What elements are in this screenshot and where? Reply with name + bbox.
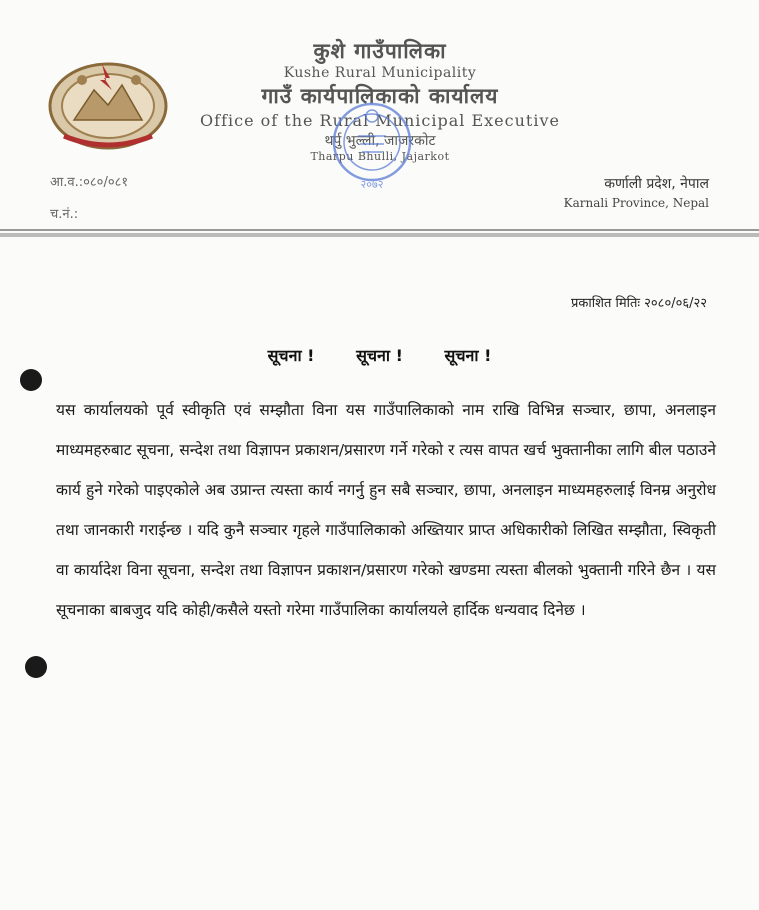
notice-body: यस कार्यालयको पूर्व स्वीकृति एवं सम्झौता विना यस गाउँपालिकाको नाम राखि विभिन्न सञ्चार, छापा, अनलाइन माध्यमहरुबाट सूचना, सन्देश तथा विज्ञापन प्रकाशन/प्रसारण गर्ने गरेको र त्यस वापत खर्च भुक्तानीका लागि बील पठाउने कार्य हुने गरेको पाइएकोले अब उप्रान्त त्यस्ता कार्य नगर्नु हुन सबै सञ्चार, छापा, अनलाइन माध्यमहरुलाई विनम्र अनुरोध तथा जानकारी गराईन्छ । यदि कुनै सञ्चार गृहले गाउँपालिकाको अख्तियार प्राप्त अधिकारीको लिखित सम्झौता, स्विकृती वा कार्यादेश विना सूचना, सन्देश तथा विज्ञापन प्रकाशन/प्रसारण गरेको खण्डमा त्यस्ता बीलको भुक्तानी गरिने छैन । यस सूचनाका बाबजुद यदि कोही/कसैले यस्तो गरेमा गाउँपालिका कार्यालयले हार्दिक धन्यवाद दिनेछ । [56,401,716,619]
province-block [564,174,709,212]
stamp-year: २०७२ [360,178,384,191]
office-name-np: गाउँ कार्यपालिकाको कार्यालय [261,84,499,108]
notice-headings [0,344,759,366]
municipality-name-en: Kushe Rural Municipality [283,65,477,81]
header-divider-thick [0,233,759,237]
office-name-en: Office of the Rural Municipal Executive [200,111,560,130]
nepal-emblem-icon [44,50,172,154]
official-stamp-icon [322,92,422,192]
province-en: Karnali Province, Nepal [563,196,709,210]
address-np: थर्पु भुल्ली, जाजरकोट [324,133,436,149]
reference-number: च.नं.: [50,207,79,222]
province-np: कर्णाली प्रदेश, नेपाल [604,176,709,192]
notice-heading: सूचना ! [356,346,403,365]
notice-heading: सूचना ! [444,346,492,365]
notice-heading: सूचना ! [267,346,315,365]
municipality-name-np: कुशे गाउँपालिका [313,39,447,63]
fiscal-year: आ.व.:०८०/०८१ [50,175,129,190]
published-date: प्रकाशित मितिः २०८०/०६/२२ [570,296,707,311]
address-en: Tharpu Bhulli, Jajarkot [310,150,450,163]
punch-hole [25,656,47,678]
punch-hole [20,369,42,391]
header-divider [0,229,759,231]
